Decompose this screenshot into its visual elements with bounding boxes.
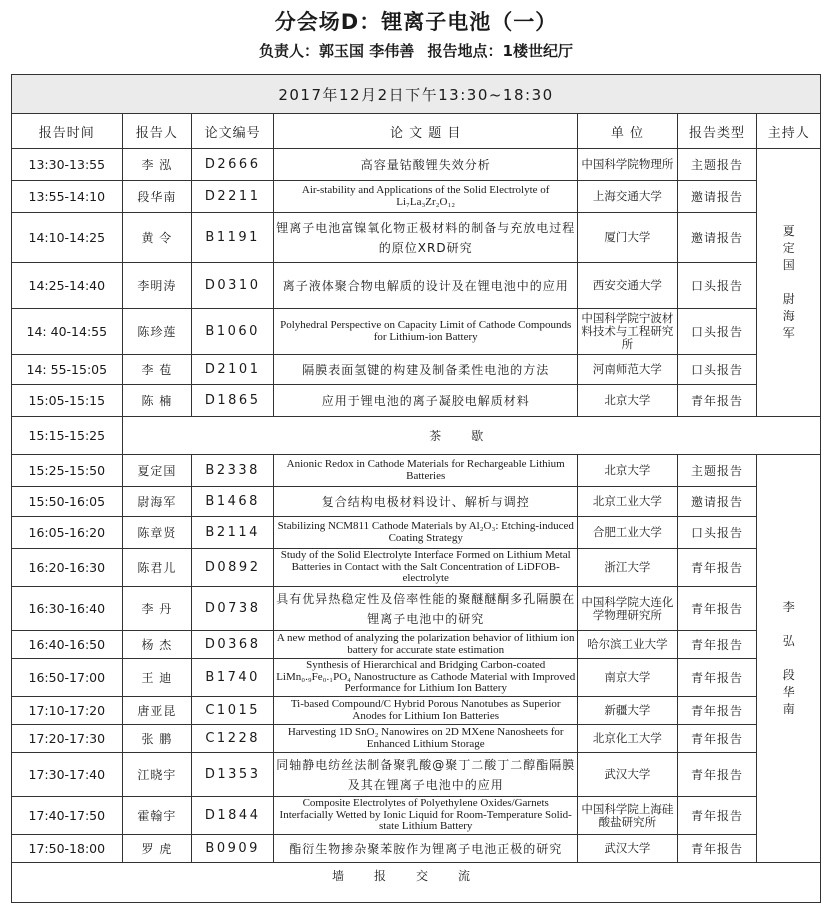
venue-label: 报告地点：1楼世纪厅	[427, 42, 573, 60]
title-cell: Stabilizing NCM811 Cathode Materials by Al₂O₃: Etching-induced Coating Strategy	[274, 517, 578, 549]
host-char: 尉	[782, 292, 795, 306]
unit-cell: 中国科学院上海硅酸盐研究所	[578, 797, 677, 835]
poster-row	[12, 863, 821, 903]
table-row	[12, 385, 821, 417]
time-cell: 17:20-17:30	[12, 725, 123, 753]
host-char: 南	[782, 702, 795, 716]
table-row	[12, 181, 821, 213]
table-row	[12, 517, 821, 549]
time-cell: 17:40-17:50	[12, 797, 123, 835]
code-cell: D0738	[192, 587, 274, 631]
time-cell: 16:30-16:40	[12, 587, 123, 631]
code-cell: B2114	[192, 517, 274, 549]
code-cell: D2211	[192, 181, 274, 213]
title-cell: 应用于锂电池的离子凝胶电解质材料	[274, 385, 578, 417]
time-cell: 14:10-14:25	[12, 213, 123, 263]
poster-label: 墙报交流	[12, 863, 821, 903]
speaker-cell: 陈 楠	[122, 385, 192, 417]
type-cell: 邀请报告	[677, 487, 757, 517]
host-cell-1	[757, 149, 821, 417]
col-header-unit: 单 位	[578, 114, 677, 149]
time-cell: 14: 55-15:05	[12, 355, 123, 385]
type-cell: 口头报告	[677, 355, 757, 385]
code-cell: B1740	[192, 659, 274, 697]
type-cell: 青年报告	[677, 549, 757, 587]
table-row	[12, 587, 821, 631]
title-cell: Synthesis of Hierarchical and Bridging Carbon-coated LiMn₀.₉Fe₀.₁PO₄ Nanostructure as Cathode Material with Improved Performance for Lithium Ion Battery	[274, 659, 578, 697]
table-row	[12, 355, 821, 385]
unit-cell: 河南师范大学	[578, 355, 677, 385]
time-cell: 15:25-15:50	[12, 455, 123, 487]
unit-cell: 浙江大学	[578, 549, 677, 587]
unit-cell: 南京大学	[578, 659, 677, 697]
title-cell: Harvesting 1D SnO₂ Nanowires on 2D MXene Nanosheets for Enhanced Lithium Storage	[274, 725, 578, 753]
unit-cell: 中国科学院宁波材料技术与工程研究所	[578, 309, 677, 355]
speaker-cell: 陈君儿	[122, 549, 192, 587]
type-cell: 青年报告	[677, 587, 757, 631]
title-cell: Composite Electrolytes of Polyethylene Oxides/Garnets Interfacially Wetted by Ionic Liquid for Room-Temperature Solid-state Lithium Battery	[274, 797, 578, 835]
table-row	[12, 797, 821, 835]
table-row	[12, 149, 821, 181]
speaker-cell: 杨 杰	[122, 631, 192, 659]
code-cell: D2101	[192, 355, 274, 385]
col-header-type: 报告类型	[677, 114, 757, 149]
table-row	[12, 213, 821, 263]
table-row	[12, 835, 821, 863]
host-char: 李	[782, 600, 795, 614]
col-header-host: 主持人	[757, 114, 821, 149]
unit-cell: 北京化工大学	[578, 725, 677, 753]
time-cell: 14: 40-14:55	[12, 309, 123, 355]
title-cell: Study of the Solid Electrolyte Interface Formed on Lithium Metal Batteries in Contact with the Salt Concentration of LiDFOB-electrolyte	[274, 549, 578, 587]
code-cell: C1015	[192, 697, 274, 725]
time-cell: 17:50-18:00	[12, 835, 123, 863]
code-cell: D0892	[192, 549, 274, 587]
time-cell: 15:15-15:25	[12, 417, 123, 455]
speaker-cell: 李 丹	[122, 587, 192, 631]
speaker-cell: 李明涛	[122, 263, 192, 309]
table-row	[12, 309, 821, 355]
header-row	[12, 114, 821, 149]
code-cell: D1353	[192, 753, 274, 797]
unit-cell: 哈尔滨工业大学	[578, 631, 677, 659]
title-cell: Polyhedral Perspective on Capacity Limit of Cathode Compounds for Lithium-ion Battery	[274, 309, 578, 355]
speaker-cell: 陈珍莲	[122, 309, 192, 355]
unit-cell: 北京大学	[578, 455, 677, 487]
speaker-cell: 罗 虎	[122, 835, 192, 863]
table-row	[12, 263, 821, 309]
unit-cell: 上海交通大学	[578, 181, 677, 213]
time-cell: 17:30-17:40	[12, 753, 123, 797]
date-row	[12, 75, 821, 114]
code-cell: B1060	[192, 309, 274, 355]
speaker-cell: 李 泓	[122, 149, 192, 181]
time-cell: 14:25-14:40	[12, 263, 123, 309]
speaker-cell: 江晓宇	[122, 753, 192, 797]
session-date: 2017年12月2日下午13:30~18:30	[12, 75, 821, 114]
speaker-cell: 陈章贤	[122, 517, 192, 549]
unit-cell: 北京工业大学	[578, 487, 677, 517]
title-cell: Ti-based Compound/C Hybrid Porous Nanotubes as Superior Anodes for Lithium Ion Batteries	[274, 697, 578, 725]
table-row	[12, 487, 821, 517]
time-cell: 16:20-16:30	[12, 549, 123, 587]
title-cell: 具有优异热稳定性及倍率性能的聚醚醚酮多孔隔膜在锂离子电池中的研究	[274, 587, 578, 631]
host-char	[759, 274, 818, 291]
code-cell: D1844	[192, 797, 274, 835]
host-char: 弘	[782, 634, 795, 648]
host-char: 国	[782, 258, 795, 272]
time-cell: 15:50-16:05	[12, 487, 123, 517]
code-cell: B2338	[192, 455, 274, 487]
time-cell: 17:10-17:20	[12, 697, 123, 725]
unit-cell: 厦门大学	[578, 213, 677, 263]
unit-cell: 西安交通大学	[578, 263, 677, 309]
type-cell: 青年报告	[677, 631, 757, 659]
code-cell: B1468	[192, 487, 274, 517]
title-cell: A new method of analyzing the polarization behavior of lithium ion battery for accurate state estimation	[274, 631, 578, 659]
type-cell: 青年报告	[677, 797, 757, 835]
type-cell: 口头报告	[677, 263, 757, 309]
table-row	[12, 697, 821, 725]
time-cell: 15:05-15:15	[12, 385, 123, 417]
chairs-label: 负责人：郭玉国 李伟善	[259, 42, 415, 60]
speaker-cell: 夏定国	[122, 455, 192, 487]
title-cell: 锂离子电池富镍氧化物正极材料的制备与充放电过程的原位XRD研究	[274, 213, 578, 263]
time-cell: 13:55-14:10	[12, 181, 123, 213]
speaker-cell: 张 鹏	[122, 725, 192, 753]
speaker-cell: 段华南	[122, 181, 192, 213]
type-cell: 主题报告	[677, 149, 757, 181]
unit-cell: 中国科学院物理所	[578, 149, 677, 181]
title-cell: 同轴静电纺丝法制备聚乳酸@聚丁二酸丁二醇酯隔膜及其在锂离子电池中的应用	[274, 753, 578, 797]
host-char: 夏	[782, 224, 795, 238]
table-row	[12, 455, 821, 487]
type-cell: 邀请报告	[677, 181, 757, 213]
session-info	[0, 40, 832, 61]
table-row	[12, 549, 821, 587]
code-cell: D0368	[192, 631, 274, 659]
speaker-cell: 黄 令	[122, 213, 192, 263]
host-char: 华	[782, 685, 795, 699]
page-title: 分会场D：锂离子电池（一）	[274, 10, 558, 34]
time-cell: 16:50-17:00	[12, 659, 123, 697]
break-label: 茶歇	[122, 417, 820, 455]
col-header-code: 论文编号	[192, 114, 274, 149]
unit-cell: 武汉大学	[578, 835, 677, 863]
unit-cell: 新疆大学	[578, 697, 677, 725]
host-char: 段	[782, 668, 795, 682]
speaker-cell: 王 迪	[122, 659, 192, 697]
table-row	[12, 753, 821, 797]
title-cell: 酯衍生物掺杂聚苯胺作为锂离子电池正极的研究	[274, 835, 578, 863]
code-cell: D1865	[192, 385, 274, 417]
code-cell: D0310	[192, 263, 274, 309]
time-cell: 13:30-13:55	[12, 149, 123, 181]
table-row	[12, 659, 821, 697]
speaker-cell: 尉海军	[122, 487, 192, 517]
col-header-speaker: 报告人	[122, 114, 192, 149]
title-cell: 高容量钴酸锂失效分析	[274, 149, 578, 181]
type-cell: 青年报告	[677, 753, 757, 797]
type-cell: 主题报告	[677, 455, 757, 487]
title-cell: 隔膜表面氢键的构建及制备柔性电池的方法	[274, 355, 578, 385]
host-cell-2	[757, 455, 821, 863]
type-cell: 青年报告	[677, 697, 757, 725]
unit-cell: 合肥工业大学	[578, 517, 677, 549]
table-row	[12, 725, 821, 753]
title-cell: Anionic Redox in Cathode Materials for Rechargeable Lithium Batteries	[274, 455, 578, 487]
col-header-title: 论 文 题 目	[274, 114, 578, 149]
schedule-table	[11, 74, 821, 903]
type-cell: 口头报告	[677, 517, 757, 549]
code-cell: B1191	[192, 213, 274, 263]
code-cell: C1228	[192, 725, 274, 753]
host-char: 海	[782, 309, 795, 323]
break-row	[12, 417, 821, 455]
unit-cell: 武汉大学	[578, 753, 677, 797]
host-char: 军	[782, 326, 795, 340]
table-row	[12, 631, 821, 659]
speaker-cell: 霍翰宇	[122, 797, 192, 835]
speaker-cell: 李 苞	[122, 355, 192, 385]
speaker-cell: 唐亚昆	[122, 697, 192, 725]
time-cell: 16:40-16:50	[12, 631, 123, 659]
code-cell: D2666	[192, 149, 274, 181]
time-cell: 16:05-16:20	[12, 517, 123, 549]
host-char	[759, 616, 818, 633]
col-header-time: 报告时间	[12, 114, 123, 149]
code-cell: B0909	[192, 835, 274, 863]
type-cell: 口头报告	[677, 309, 757, 355]
type-cell: 青年报告	[677, 725, 757, 753]
host-char	[759, 650, 818, 667]
type-cell: 青年报告	[677, 835, 757, 863]
type-cell: 邀请报告	[677, 213, 757, 263]
title-cell: 离子液体聚合物电解质的设计及在锂电池中的应用	[274, 263, 578, 309]
unit-cell: 中国科学院大连化学物理研究所	[578, 587, 677, 631]
unit-cell: 北京大学	[578, 385, 677, 417]
title-cell: 复合结构电极材料设计、解析与调控	[274, 487, 578, 517]
type-cell: 青年报告	[677, 385, 757, 417]
host-char: 定	[782, 241, 795, 255]
title-cell: Air-stability and Applications of the Solid Electrolyte of Li₇La₃Zr₂O₁₂	[274, 181, 578, 213]
type-cell: 青年报告	[677, 659, 757, 697]
